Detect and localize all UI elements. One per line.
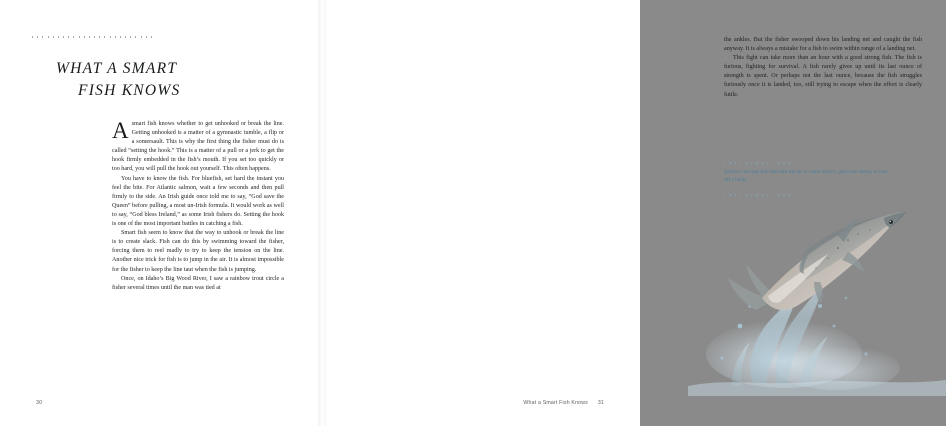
paragraph: This fight can take more than an hour with a good strong fish. The fish is furious, fighting for survival. A fish rarely gives up until its last ounce of strength is spent. Or perhaps not the last ounce, because the fish struggles furiously once it is landed, too, still trying to escape when the effort is clearly futile. <box>724 55 922 98</box>
caption-rule-top <box>724 160 790 166</box>
paragraph: the ankles. But the fisher swooped down his landing net and caught the fish anyway. It is always a mistake for a fish to swim within range of a landing net. <box>724 37 922 53</box>
page-number-right: 31 <box>597 400 604 406</box>
illustration-caption: Salmon can leap five feet into the air to catch insects, pass over dams, or toss off a hook. <box>724 169 888 183</box>
chapter-title-line-1: WHAT A SMART <box>56 60 178 78</box>
left-page <box>0 0 320 426</box>
page-number-left: 30 <box>36 400 43 406</box>
paragraph: Smart fish seem to know that the way to unhook or break the line is to create slack. Fish can do this by swimming toward the fisher, forcing them to reel madly to try to keep the tension on the line. Another nice trick for fish is to jump in the air. It is almost impossible for the fisher to keep the line taut when the fish is jumping. <box>112 230 284 273</box>
paragraph: You have to know the fish. For bluefish, set hard the instant you feel the bite. For Atlantic salmon, wait a few seconds and then pull firmly to the side. An Irish guide once told me to say, “God save the Queen” before pulling, a most un-Irish formula. It would work as well to say, “God bless Ireland,” as some Irish fishers do. Setting the hook is one of the most important battles in catching a fish. <box>112 175 284 228</box>
paragraph-text: smart fish knows whether to get unhooked or break the line. Getting unhooked is a matter of a gymnastic tumble, a flip or a somersault. This is why the first thing the fisher must do is called “setting the hook.” This is a matter of a pull or a jerk to get the hook firmly embedded in the fish’s mouth. If you set too quickly or too hard, you will pull the hook out yourself. This often happens. <box>112 121 284 173</box>
paragraph: Once, on Idaho’s Big Wood River, I saw a rainbow trout circle a fisher several times until the man was tied at <box>112 275 284 291</box>
running-head: What a Smart Fish Knows <box>523 400 588 406</box>
drop-cap: A <box>112 118 129 143</box>
chapter-title-line-2: FISH KNOWS <box>78 82 181 100</box>
decorative-dot-rule <box>32 34 152 40</box>
right-page <box>320 0 922 426</box>
chapter-title <box>56 58 286 102</box>
left-page-body-text <box>112 120 284 293</box>
paragraph <box>112 120 284 175</box>
right-page-body-text <box>724 36 922 100</box>
leaping-salmon-illustration <box>688 186 946 396</box>
